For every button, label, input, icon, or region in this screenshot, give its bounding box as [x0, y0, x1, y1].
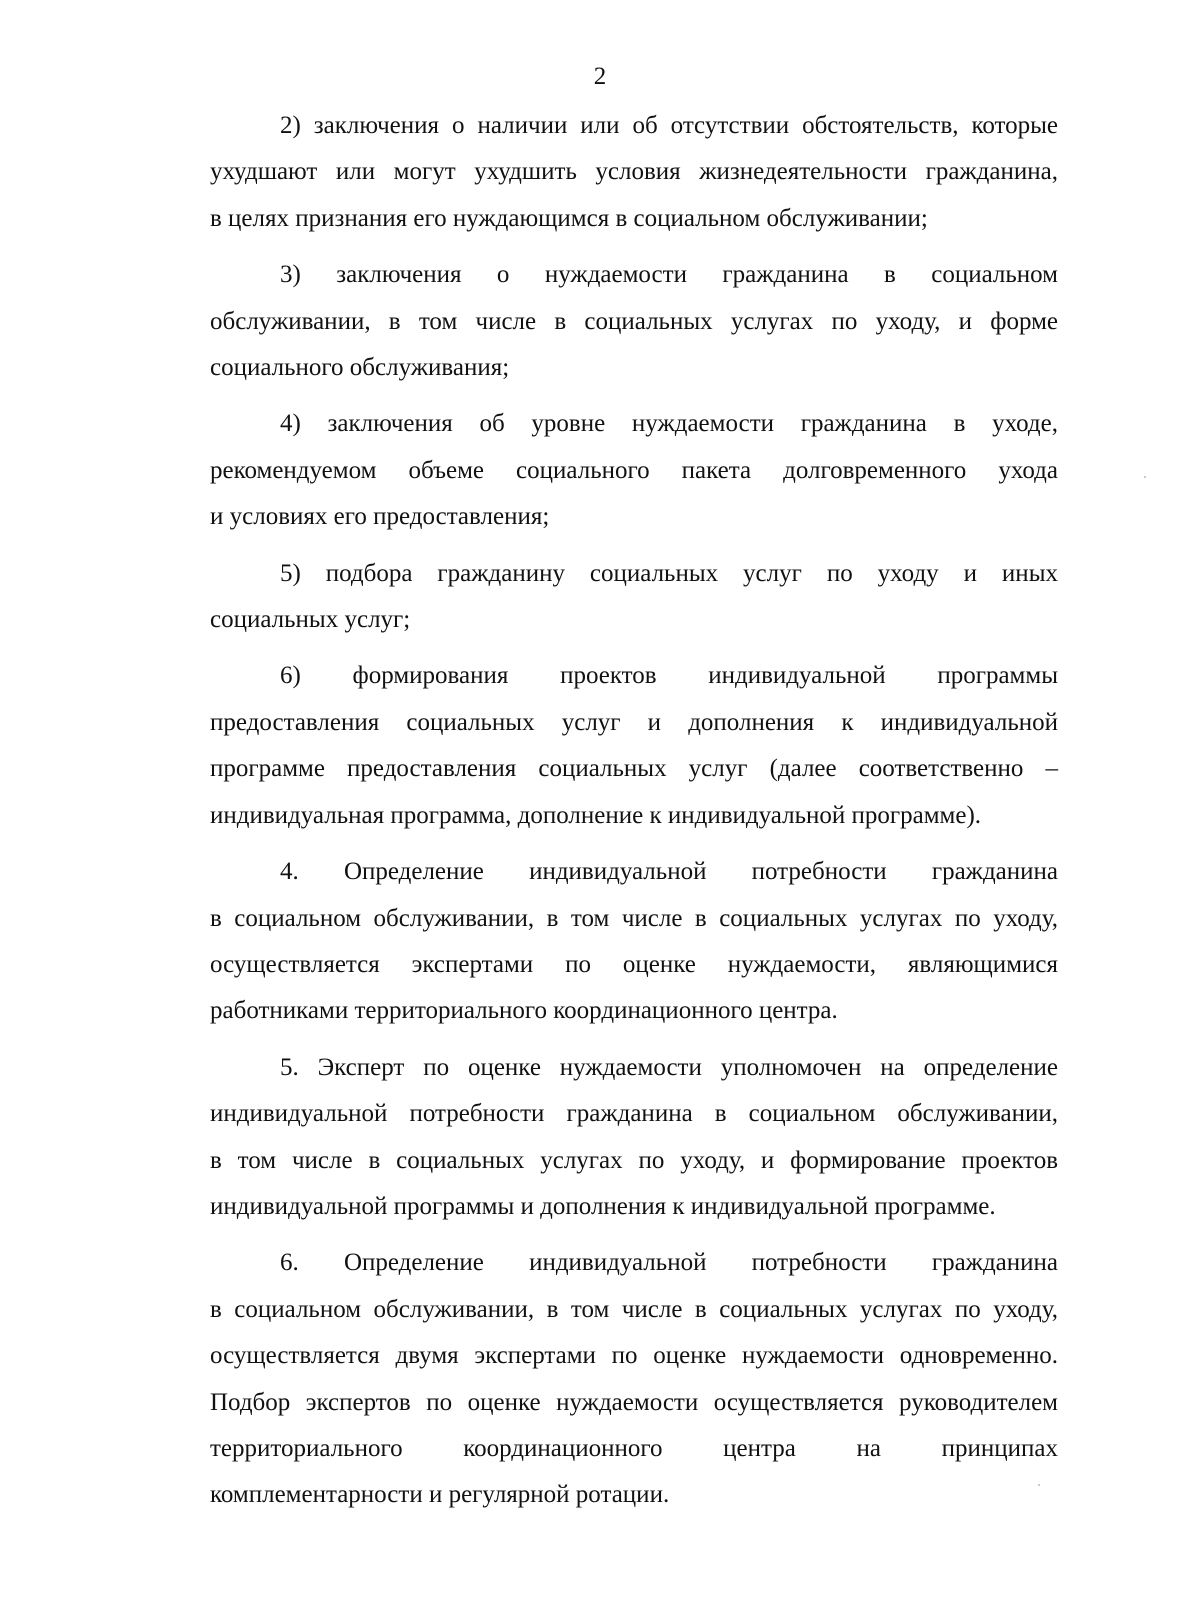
text-line: работниками территориального координационного центра.	[210, 997, 838, 1025]
text-line: обслуживании, в том числе в социальных услугах по уходу, и форме	[210, 307, 1058, 335]
page-number: 2	[593, 63, 607, 90]
text-line: социального обслуживания;	[210, 354, 510, 382]
document-body	[210, 103, 1058, 1529]
text-line: рекомендуемом объеме социального пакета долговременного ухода	[210, 456, 1058, 484]
text-line: 5. Эксперт по оценке нуждаемости уполномочен на определение	[280, 1053, 1058, 1081]
scan-speck	[1144, 476, 1146, 478]
text-line: в том числе в социальных услугах по уходу, и формирование проектов	[210, 1146, 1058, 1174]
paragraph-item-5	[210, 551, 1058, 644]
paragraph-item-6	[210, 653, 1058, 839]
text-line: территориального координационного центра на принципах	[210, 1434, 1058, 1462]
text-line: 3) заключения о нуждаемости гражданина в социальном	[280, 261, 1058, 289]
text-line: индивидуальной потребности гражданина в социальном обслуживании,	[210, 1100, 1058, 1128]
text-line: в социальном обслуживании, в том числе в социальных услугах по уходу,	[210, 1295, 1058, 1323]
text-line: в социальном обслуживании, в том числе в социальных услугах по уходу,	[210, 904, 1058, 932]
text-line: 4) заключения об уровне нуждаемости гражданина в уходе,	[280, 410, 1058, 438]
text-line: 6. Определение индивидуальной потребности гражданина	[280, 1249, 1058, 1277]
text-line: 2) заключения о наличии или об отсутствии обстоятельств, которые	[280, 112, 1058, 139]
paragraph-item-4	[210, 401, 1058, 540]
paragraph-section-6	[210, 1240, 1058, 1518]
text-line: индивидуальная программа, дополнение к индивидуальной программе).	[210, 801, 982, 829]
text-line: 5) подбора гражданину социальных услуг по уходу и иных	[280, 559, 1058, 587]
text-line: программе предоставления социальных услуг (далее соответственно –	[210, 755, 1058, 783]
text-line: осуществляется экспертами по оценке нуждаемости, являющимися	[210, 950, 1058, 978]
text-line: осуществляется двумя экспертами по оценке нуждаемости одновременно.	[210, 1342, 1058, 1370]
text-line: ухудшают или могут ухудшить условия жизнедеятельности гражданина,	[210, 158, 1058, 186]
scan-speck	[1038, 1484, 1040, 1486]
text-line: комплементарности и регулярной ротации.	[210, 1481, 670, 1509]
text-line: и условиях его предоставления;	[210, 503, 550, 531]
text-line: индивидуальной программы и дополнения к индивидуальной программе.	[210, 1192, 996, 1220]
text-line: предоставления социальных услуг и дополнения к индивидуальной	[210, 708, 1058, 736]
paragraph-item-3	[210, 252, 1058, 391]
text-line: 4. Определение индивидуальной потребности гражданина	[280, 858, 1058, 886]
paragraph-section-5	[210, 1045, 1058, 1231]
text-line: в целях признания его нуждающимся в социальном обслуживании;	[210, 204, 928, 232]
paragraph-item-2	[210, 103, 1058, 242]
text-line: социальных услуг;	[210, 606, 411, 634]
paragraph-section-4	[210, 849, 1058, 1035]
text-line: Подбор экспертов по оценке нуждаемости осуществляется руководителем	[210, 1388, 1058, 1416]
text-line: 6) формирования проектов индивидуальной программы	[280, 662, 1058, 690]
